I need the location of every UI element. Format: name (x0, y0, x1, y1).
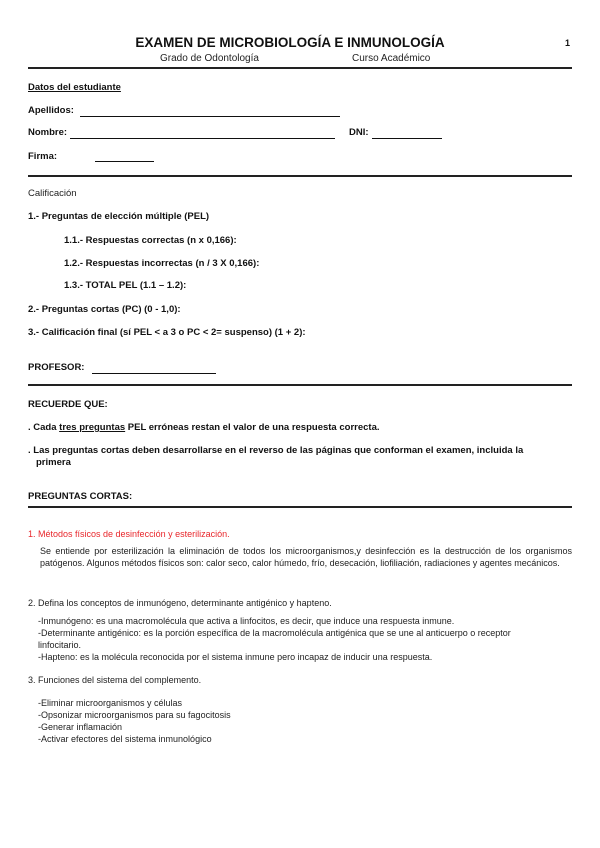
note-prefix: . Cada (28, 422, 60, 433)
divider (28, 67, 572, 69)
question-1-answer: Se entiende por esterilización la eliminación de todos los microorganismos,y desinfección es la destrucción de los organismos patógenos. Algunos métodos físicos son: calor seco, calor húmedo, frío, desecación, liofiliación, radiaciones y agentes mecánicos. (40, 546, 572, 568)
grading-item-3: 3.- Calificación final (sí PEL < a 3 o PC < 2= suspenso) (1 + 2): (28, 327, 306, 338)
grading-heading: Calificación (28, 188, 77, 199)
question-3-title: 3. Funciones del sistema del complemento. (28, 675, 202, 685)
reminder-heading: RECUERDE QUE: (28, 399, 108, 410)
divider (28, 384, 572, 386)
reminder-note-2-cont: primera (36, 457, 71, 468)
page-number: 1 (565, 38, 571, 48)
name-field[interactable] (70, 138, 335, 139)
dni-field[interactable] (372, 138, 442, 139)
question-2-answer-2-cont: linfocitario. (38, 640, 82, 650)
reminder-note-1 (28, 422, 380, 434)
surname-label: Apellidos: (28, 105, 74, 116)
grading-item-1-3: 1.3.- TOTAL PEL (1.1 – 1.2): (64, 280, 187, 291)
question-2-answer-3: -Hapteno: es la molécula reconocida por el sistema inmune pero incapaz de inducir una respuesta. (38, 652, 433, 662)
question-2-title: 2. Defina los conceptos de inmunógeno, determinante antigénico y hapteno. (28, 598, 332, 608)
question-3-item: -Activar efectores del sistema inmunológico (38, 734, 212, 744)
question-2-answer-2: -Determinante antigénico: es la porción específica de la macromolécula antigénica que se une al anticuerpo o receptor (38, 628, 511, 638)
signature-field[interactable] (95, 161, 154, 162)
question-2-answer-1: -Inmunógeno: es una macromolécula que activa a linfocitos, es decir, que induce una respuesta inmune. (38, 616, 455, 626)
grading-item-1-2: 1.2.- Respuestas incorrectas (n / 3 X 0,166): (64, 258, 260, 269)
student-data-heading: Datos del estudiante (28, 82, 121, 93)
short-questions-heading: PREGUNTAS CORTAS: (28, 491, 133, 502)
dni-label: DNI: (349, 127, 369, 138)
note-underlined: tres preguntas (59, 422, 126, 433)
question-3-item: -Eliminar microorganismos y células (38, 698, 183, 708)
surname-field[interactable] (80, 116, 340, 117)
question-3-item: -Opsonizar microorganismos para su fagocitosis (38, 710, 231, 720)
professor-field[interactable] (92, 373, 216, 374)
degree-label: Grado de Odontología (160, 53, 259, 64)
course-label: Curso Académico (352, 53, 431, 64)
note-suffix: PEL erróneas restan el valor de una respuesta correcta. (125, 422, 380, 433)
name-label: Nombre: (28, 127, 68, 138)
divider (28, 175, 572, 177)
question-3-item: -Generar inflamación (38, 722, 123, 732)
divider (28, 506, 572, 508)
signature-label: Firma: (28, 151, 58, 162)
grading-item-1: 1.- Preguntas de elección múltiple (PEL) (28, 211, 210, 222)
question-1-title: 1. Métodos físicos de desinfección y esterilización. (28, 529, 230, 539)
professor-label: PROFESOR: (28, 362, 85, 373)
grading-item-2: 2.- Preguntas cortas (PC) (0 - 1,0): (28, 304, 181, 315)
exam-title: EXAMEN DE MICROBIOLOGÍA E INMUNOLOGÍA (135, 35, 445, 50)
grading-item-1-1: 1.1.- Respuestas correctas (n x 0,166): (64, 235, 237, 246)
reminder-note-2: . Las preguntas cortas deben desarrollarse en el reverso de las páginas que conforman el examen, incluida la (28, 445, 524, 456)
